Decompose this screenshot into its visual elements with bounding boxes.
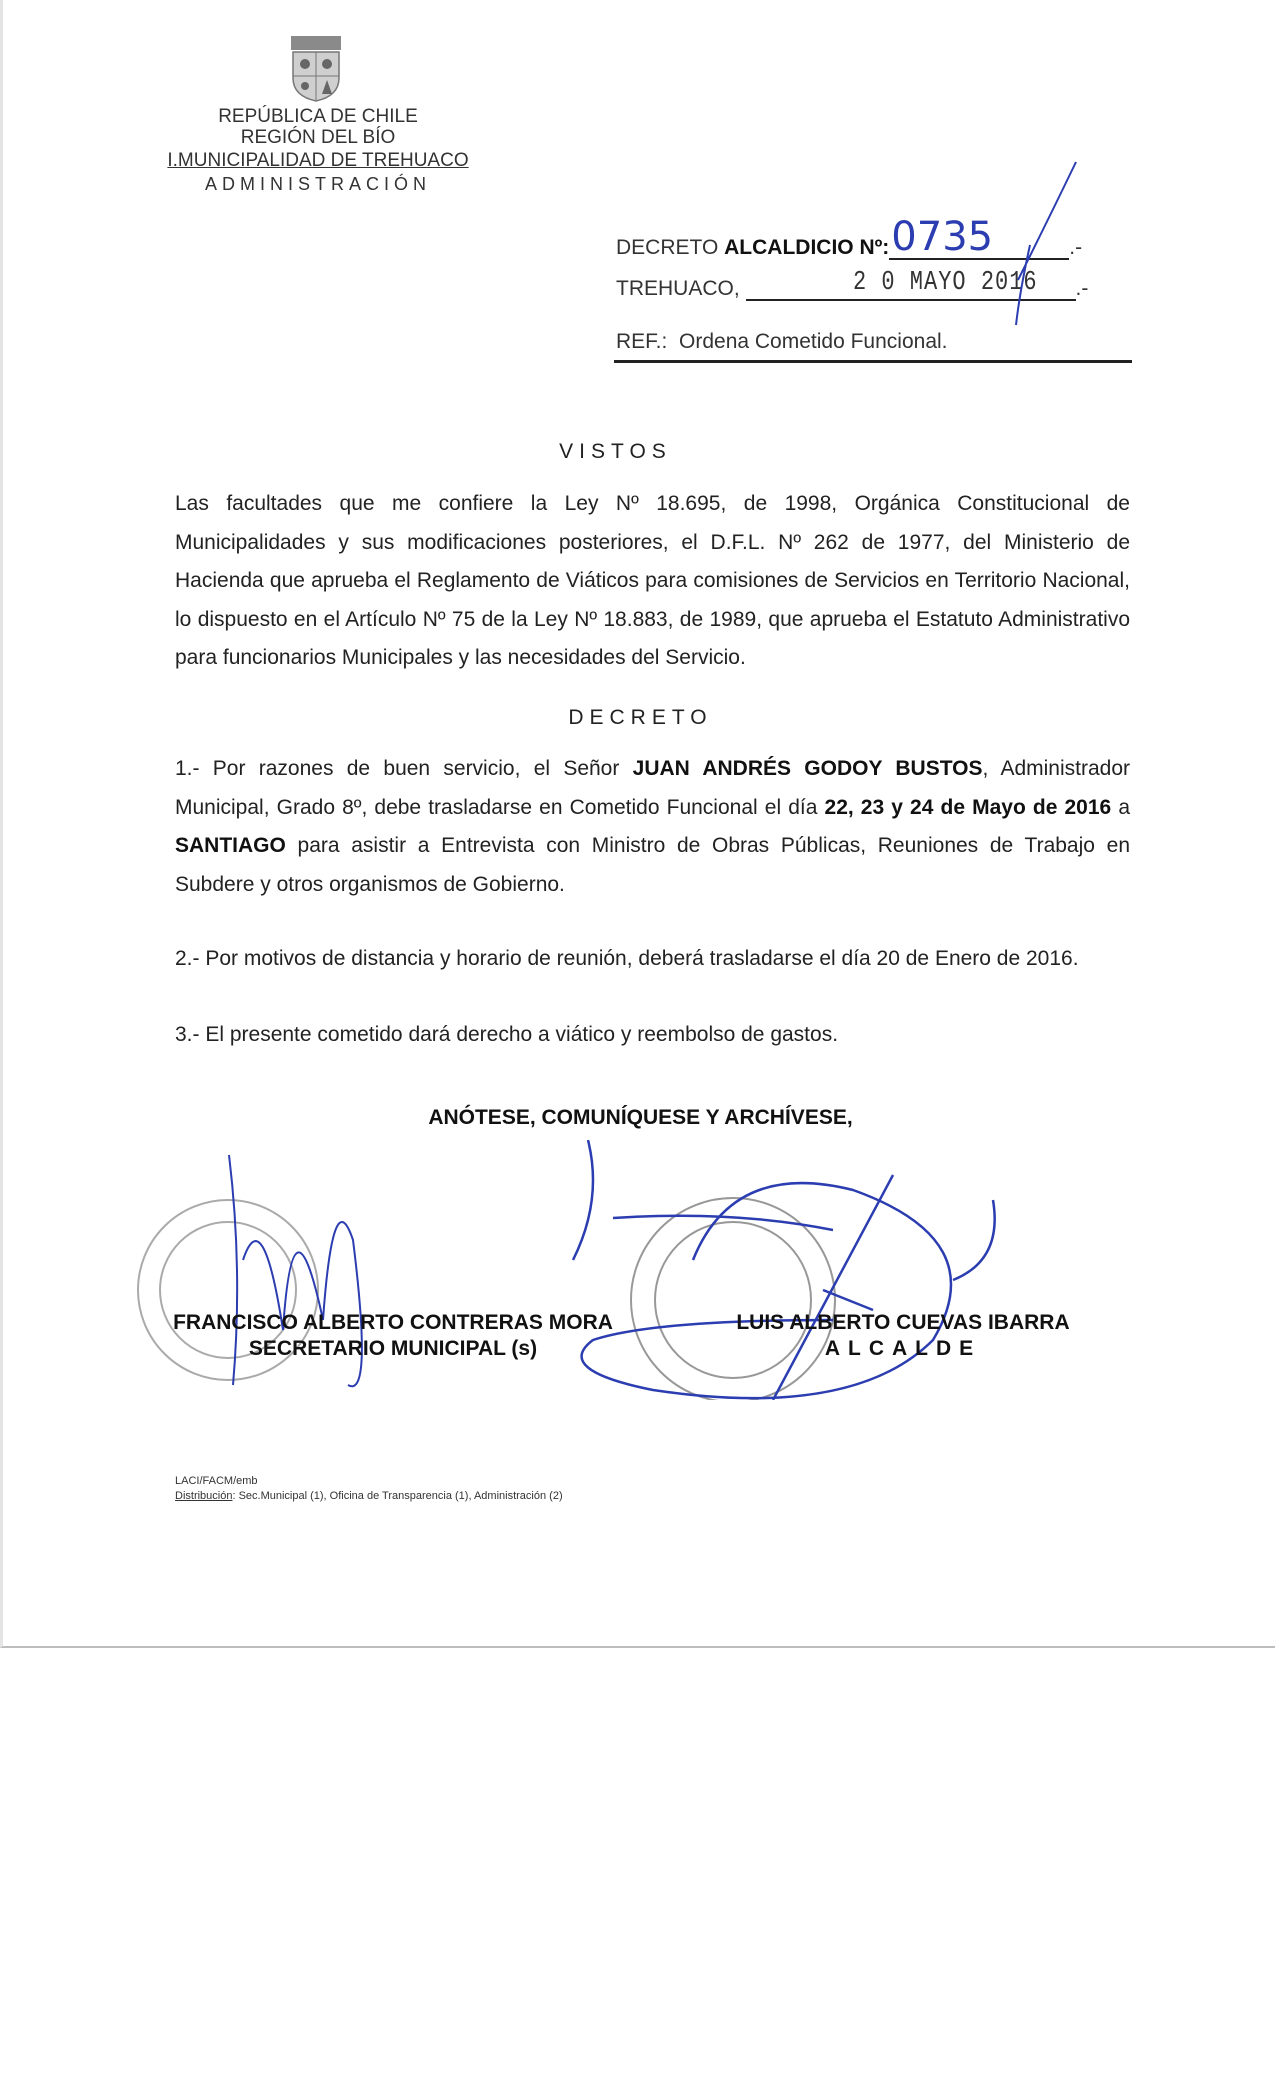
text: 1.- Por razones de buen servicio, el Señor: [175, 757, 633, 780]
closing-formula: ANÓTESE, COMUNÍQUESE Y ARCHÍVESE,: [428, 1106, 853, 1129]
place-label: TREHUACO,: [616, 277, 740, 300]
handwritten-slash: [1008, 160, 1078, 330]
decree-item-2: 2.- Por motivos de distancia y horario de reunión, deberá trasladarse el día 20 de Enero de 2016.: [175, 947, 1079, 970]
left-signatory-name: FRANCISCO ALBERTO CONTRERAS MORA: [173, 1311, 613, 1334]
vistos-heading: VISTOS: [559, 440, 672, 463]
text: para asistir a Entrevista con Ministro de Obras Públicas, Reuniones de Trabajo en Subdere y otros organismos de Gobierno.: [175, 834, 1130, 896]
right-stamp-icon: [631, 1198, 835, 1400]
destination-city: SANTIAGO: [175, 834, 286, 857]
initials: LACI/FACM/emb: [175, 1475, 258, 1487]
header-department: ADMINISTRACIÓN: [204, 174, 431, 194]
decree-item-1: [175, 750, 1130, 904]
reference-line: [616, 330, 948, 354]
text: , Administrador Municipal, Grado 8º, debe trasladarse en Cometido Funcional el día: [175, 757, 1131, 819]
distribution-text: : Sec.Municipal (1), Oficina de Transparencia (1), Administración (2): [232, 1490, 563, 1502]
ref-text: Ordena Cometido Funcional.: [679, 330, 948, 353]
decree-label: DECRETO: [616, 236, 719, 259]
vistos-text: Las facultades que me confiere la Ley Nº 18.695, de 1998, Orgánica Constitucional de Municipalidades y sus modificaciones posteriores, el D.F.L. Nº 262 de 1977, del Ministerio de Hacienda que aprueba el Reglamento de Viáticos para comisiones de Servicios en Territorio Nacional, lo dispuesto en el Artículo Nº 75 de la Ley Nº 18.883, de 1989, que aprueba el Estatuto Administrativo para funcionarios Municipales y las necesidades del Servicio.: [175, 492, 1130, 669]
suffix: .-: [1075, 277, 1089, 300]
decree-label-bold: ALCALDICIO Nº:: [724, 236, 890, 259]
header-municipality: I.MUNICIPALIDAD DE TREHUACO: [167, 150, 469, 171]
header-country: REPÚBLICA DE CHILE: [218, 106, 418, 127]
reference-divider: [614, 360, 1132, 363]
decree-number-handwritten: 0735: [891, 214, 994, 260]
distribution-label: Distribución: [175, 1490, 233, 1502]
coat-of-arms-icon: [283, 34, 349, 102]
distribution: [175, 1490, 563, 1502]
header-region: REGIÓN DEL BÍO: [240, 127, 396, 148]
text: a: [1111, 795, 1130, 819]
decree-item-3: 3.- El presente cometido dará derecho a viático y reembolso de gastos.: [175, 1023, 839, 1046]
right-signatory-title: ALCALDE: [824, 1337, 982, 1360]
ref-label: REF.:: [616, 330, 668, 353]
decreto-heading: DECRETO: [568, 706, 713, 729]
right-signatory-name: LUIS ALBERTO CUEVAS IBARRA: [736, 1311, 1070, 1334]
travel-dates: 22, 23 y 24 de Mayo de 2016: [824, 795, 1112, 819]
left-signatory-title: SECRETARIO MUNICIPAL (s): [248, 1337, 538, 1360]
signatures-and-stamps: [133, 1140, 1133, 1400]
official-name: JUAN ANDRÉS GODOY BUSTOS: [632, 757, 983, 780]
suffix: .-: [1069, 236, 1083, 259]
date-stamp: 2 0 MAYO 2016: [853, 267, 1038, 298]
